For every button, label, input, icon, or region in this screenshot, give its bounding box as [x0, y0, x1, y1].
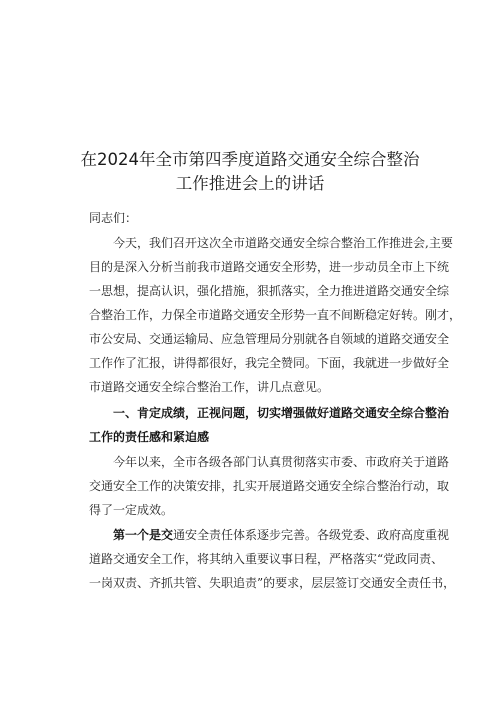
section-heading-1-line-2: 工作的责任感和紧迫感 — [89, 430, 210, 444]
paragraph-3-line-2: 道路交通安全工作，将其纳入重要议事日程，严格落实“党政同责、 — [89, 552, 444, 566]
salutation: 同志们： — [89, 211, 138, 225]
paragraph-2-line-1: 今年以来，全市各级各部门认真贯彻落实市委、市政府关于道路 — [113, 455, 450, 469]
paragraph-1-line-2: 目的是深入分析当前我市道路交通安全形势，进一步动员全市上下统 — [89, 260, 450, 274]
paragraph-1-line-6: 工作作了汇报，讲得都很好，我完全赞同。下面，我就进一步做好全 — [89, 356, 450, 370]
paragraph-3-lead: 第一个是交 — [113, 528, 174, 542]
document-title-line-2: 工作推进会上的讲话 — [175, 174, 325, 193]
paragraph-2-line-2: 交通安全工作的决策安排，扎实开展道路交通安全综合整治行动，取 — [89, 479, 450, 493]
paragraph-1-line-4: 合整治工作，力保全市道路交通安全形势一直不间断稳定好转。刚才， — [89, 308, 462, 322]
paragraph-1-line-5: 市公安局、交通运输局、应急管理局分别就各自领域的道路交通安全 — [89, 332, 450, 346]
paragraph-1-line-7: 市道路交通安全综合整治工作，讲几点意见。 — [89, 380, 330, 394]
paragraph-3-line-1 — [113, 528, 450, 542]
section-heading-1-line-1: 一、肯定成绩，正视问题，切实增强做好道路交通安全综合整治 — [113, 406, 450, 420]
paragraph-2-line-3: 得了一定成效。 — [89, 503, 174, 517]
document-title-line-1: 在2024年全市第四季度道路交通安全综合整治 — [80, 150, 420, 169]
paragraph-3-line-1-text: 通安全责任体系逐步完善。各级党委、政府高度重视 — [173, 528, 450, 542]
paragraph-1-line-3: 一思想，提高认识，强化措施，狠抓落实，全力推进道路交通安全综 — [89, 284, 450, 298]
paragraph-3-line-3: 一岗双责、齐抓共管、失职追责”的要求，层层签订交通安全责任书， — [89, 576, 456, 590]
paragraph-1-line-1: 今天，我们召开这次全市道路交通安全综合整治工作推进会,主要 — [113, 236, 453, 250]
